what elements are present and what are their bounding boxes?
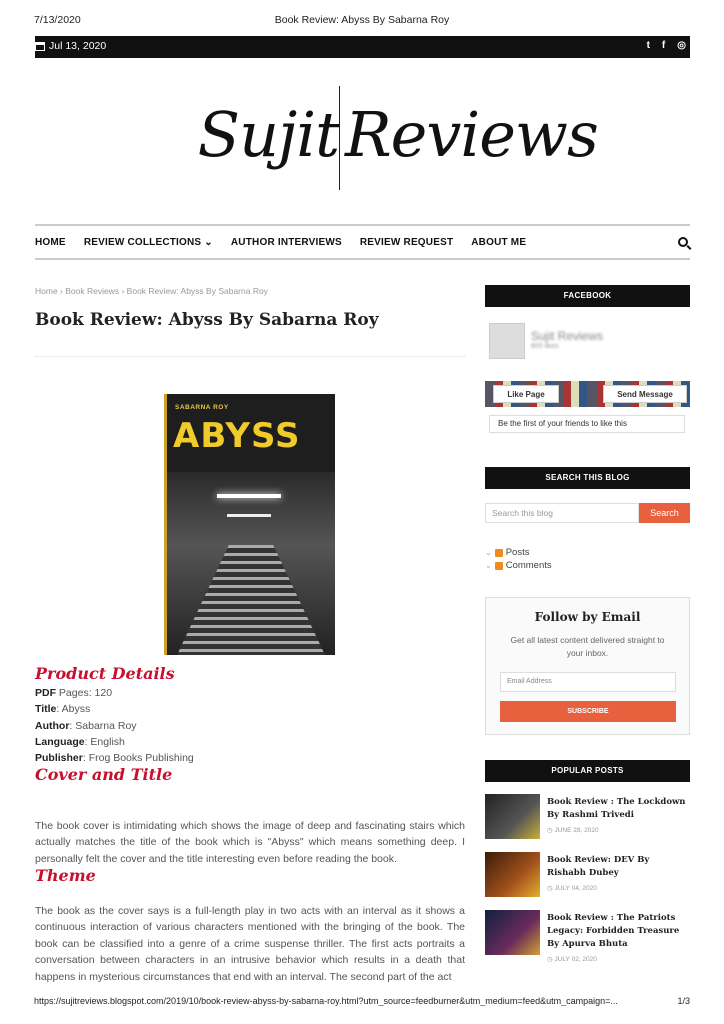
nav-about-me[interactable]: ABOUT ME [471, 236, 527, 248]
print-header [34, 14, 690, 28]
book-cover-image [164, 394, 335, 655]
send-message-button[interactable]: Send Message [603, 385, 687, 403]
popular-post-title[interactable]: Book Review : The Lockdown By Rashmi Trivedi [547, 797, 686, 820]
breadcrumb-home[interactable]: Home [35, 286, 58, 296]
top-date-text: Jul 13, 2020 [49, 40, 107, 52]
detail-language-label: Language [35, 736, 85, 748]
popular-post-item[interactable] [485, 794, 690, 846]
top-bar [35, 36, 690, 58]
popular-post-thumb[interactable] [485, 910, 540, 955]
print-url: https://sujitreviews.blogspot.com/2019/10/book-review-abyss-by-sabarna-roy.html?utm_source=feedburner&utm_medium=feed&utm_campaign=... [34, 996, 618, 1006]
twitter-icon[interactable]: t [646, 40, 650, 51]
header-logo-area [35, 58, 690, 223]
top-date [35, 40, 106, 52]
print-page-number: 1/3 [677, 996, 690, 1006]
nav-review-request[interactable]: REVIEW REQUEST [359, 236, 454, 248]
facebook-avatar[interactable] [489, 323, 525, 359]
main-nav [35, 224, 690, 260]
facebook-likes: 805 likes [531, 343, 559, 350]
title-divider [35, 356, 465, 357]
facebook-icon[interactable]: f [661, 40, 666, 51]
rss-icon [495, 562, 503, 570]
logo-text-left: Sujit [197, 98, 339, 171]
product-details-heading: Product Details [35, 664, 175, 683]
search-heading: SEARCH THIS BLOG [485, 467, 690, 489]
detail-title-value: : Abyss [56, 703, 91, 715]
follow-heading: Follow by Email [534, 610, 641, 624]
search-form [485, 503, 690, 523]
detail-title [35, 703, 90, 715]
calendar-icon [35, 42, 45, 51]
chevron-down-icon: ⌄ [485, 561, 492, 570]
post-title: Book Review: Abyss By Sabarna Roy [35, 310, 379, 330]
popular-post-title[interactable]: Book Review : The Patriots Legacy: Forbidden Treasure By Apurva Bhuta [547, 913, 680, 949]
popular-post-date: ◷ JULY 02, 2020 [547, 956, 597, 963]
rss-icon [495, 549, 503, 557]
popular-post-item[interactable] [485, 910, 690, 962]
sidebar [485, 285, 690, 963]
cover-light-2 [227, 514, 271, 517]
like-page-button[interactable]: Like Page [493, 385, 559, 403]
comments-feed-link[interactable] [485, 560, 552, 571]
popular-posts-heading: POPULAR POSTS [485, 760, 690, 782]
popular-post-thumb[interactable] [485, 794, 540, 839]
posts-feed-label: Posts [505, 547, 530, 558]
email-field[interactable]: Email Address [500, 672, 676, 692]
theme-paragraph: The book as the cover says is a full-length play in two acts with an interval as it shows a continuous interaction of various characters mentioned with the bringing of the book. The book can be classified into a genre of a crime suspense thriller. The first acts portraits a conversation between characters in an intrusive behavior which results in a death that happens in mysterious circumstances that end with an interval. The second part of the act [35, 905, 465, 983]
facebook-page-name[interactable]: Sujit Reviews [531, 329, 604, 343]
cover-light [217, 494, 281, 498]
cover-author: SABARNA ROY [175, 404, 229, 411]
social-links [647, 40, 686, 51]
detail-author-label: Author [35, 720, 70, 732]
nav-home[interactable]: HOME [35, 236, 66, 248]
chevron-down-icon: ⌄ [204, 236, 213, 248]
print-date: 7/13/2020 [34, 14, 81, 26]
print-title: Book Review: Abyss By Sabarna Roy [274, 14, 450, 26]
popular-post-date: ◷ JULY 04, 2020 [547, 885, 597, 892]
search-button[interactable]: Search [639, 503, 690, 523]
detail-language [35, 736, 125, 748]
detail-language-value: : English [84, 736, 125, 748]
detail-author-value: : Sabarna Roy [69, 720, 137, 732]
detail-author [35, 720, 137, 732]
nav-review-collections[interactable] [84, 237, 213, 248]
cover-paragraph: The book cover is intimidating which shows the image of deep and fascinating stairs which actually matches the title of the book which is "Abyss" which means something deep. I personally felt the cover and the title interesting even before reading the book. [35, 820, 465, 865]
facebook-friends-text: Be the first of your friends to like this [489, 415, 685, 433]
follow-by-email-widget [485, 597, 690, 735]
detail-pdf-label: PDF [35, 687, 56, 699]
instagram-icon[interactable]: ◎ [677, 40, 686, 51]
popular-post-thumb[interactable] [485, 852, 540, 897]
nav-review-collections-label: REVIEW COLLECTIONS [83, 236, 202, 248]
popular-post-date-text: JULY 04, 2020 [554, 885, 597, 892]
nav-author-interviews[interactable]: AUTHOR INTERVIEWS [230, 236, 342, 248]
logo-text-right: Reviews [345, 98, 598, 171]
detail-publisher [35, 752, 194, 764]
logo-divider [339, 86, 340, 190]
comments-feed-label: Comments [505, 560, 552, 571]
popular-post-title[interactable]: Book Review: DEV By Rishabh Dubey [547, 855, 650, 878]
popular-post-date-text: JULY 02, 2020 [554, 956, 597, 963]
breadcrumb: Home › Book Reviews › Book Review: Abyss By Sabarna Roy [35, 286, 268, 296]
breadcrumb-category[interactable]: Book Reviews [65, 286, 120, 296]
search-icon[interactable] [678, 237, 688, 247]
detail-publisher-label: Publisher [35, 752, 83, 764]
posts-feed-link[interactable] [485, 547, 529, 558]
detail-pdf-value: Pages: 120 [56, 687, 113, 699]
popular-post-date: ◷ JUNE 28, 2020 [547, 827, 599, 834]
cover-title-heading: Cover and Title [35, 765, 173, 784]
popular-post-date-text: JUNE 28, 2020 [554, 827, 599, 834]
post-main [35, 280, 465, 983]
chevron-down-icon: ⌄ [485, 548, 492, 557]
follow-subtext: Get all latest content delivered straight to your inbox. [510, 635, 665, 658]
subscribe-button[interactable]: SUBSCRIBE [500, 701, 676, 722]
popular-post-item[interactable] [485, 852, 690, 904]
facebook-widget [485, 319, 690, 444]
detail-pdf [35, 687, 112, 699]
breadcrumb-current: Book Review: Abyss By Sabarna Roy [126, 286, 268, 296]
site-logo[interactable] [155, 84, 598, 194]
theme-heading: Theme [35, 866, 96, 885]
cover-title: ABYSS [173, 416, 301, 456]
search-input[interactable]: Search this blog [485, 503, 639, 523]
detail-publisher-value: : Frog Books Publishing [82, 752, 194, 764]
detail-title-label: Title [35, 703, 57, 715]
facebook-heading: FACEBOOK [485, 285, 690, 307]
